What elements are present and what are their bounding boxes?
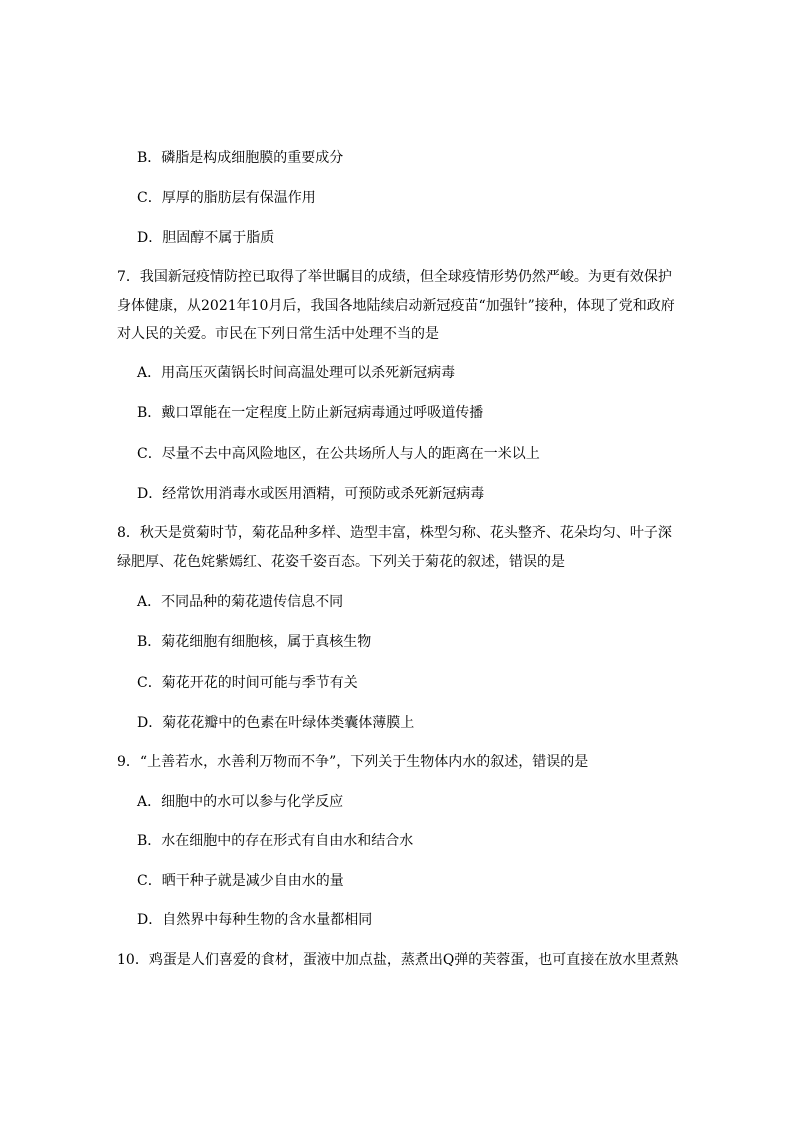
q7-stem-line-1: 7．我国新冠疫情防控已取得了举世瞩目的成绩，但全球疫情形势仍然严峻。为更有效保护 [117,269,672,285]
q6-option-c: C．厚厚的脂肪层有保温作用 [137,190,316,206]
q9-stem-line-1: 9．“上善若水，水善利万物而不争”，下列关于生物体内水的叙述，错误的是 [117,754,589,770]
q10-stem-line-1: 10．鸡蛋是人们喜爱的食材，蛋液中加点盐，蒸煮出Q弹的芙蓉蛋，也可直接在放水里煮熟 [117,952,679,968]
q9-option-d: D．自然界中每种生物的含水量都相同 [137,912,373,928]
q7-stem-line-3: 对人民的关爱。市民在下列日常生活中处理不当的是 [117,326,439,342]
q8-option-a: A．不同品种的菊花遗传信息不同 [137,594,344,610]
q7-stem-line-2: 身体健康，从2021年10月后，我国各地陆续启动新冠疫苗“加强针”接种，体现了党和政府 [117,298,675,314]
q9-option-b: B．水在细胞中的存在形式有自由水和结合水 [137,833,414,849]
q8-stem-line-2: 绿肥厚、花色姹紫嫣红、花姿千姿百态。下列关于菊花的叙述，错误的是 [117,554,565,570]
q7-option-b: B．戴口罩能在一定程度上防止新冠病毒通过呼吸道传播 [137,405,484,421]
q6-option-d: D．胆固醇不属于脂质 [137,230,275,246]
q8-option-d: D．菊花花瓣中的色素在叶绿体类囊体薄膜上 [137,715,415,731]
q8-option-c: C．菊花开花的时间可能与季节有关 [137,675,358,691]
q7-option-d: D．经常饮用消毒水或医用酒精，可预防或杀死新冠病毒 [137,486,485,502]
q8-stem-line-1: 8．秋天是赏菊时节，菊花品种多样、造型丰富，株型匀称、花头整齐、花朵均匀、叶子深 [117,525,672,541]
q9-option-c: C．晒干种子就是减少自由水的量 [137,873,344,889]
q8-option-b: B．菊花细胞有细胞核，属于真核生物 [137,634,372,650]
q7-option-a: A．用高压灭菌锅长时间高温处理可以杀死新冠病毒 [137,365,456,381]
q6-option-b: B．磷脂是构成细胞膜的重要成分 [137,150,344,166]
q7-option-c: C．尽量不去中高风险地区，在公共场所人与人的距离在一米以上 [137,446,540,462]
q9-option-a: A．细胞中的水可以参与化学反应 [137,794,344,810]
